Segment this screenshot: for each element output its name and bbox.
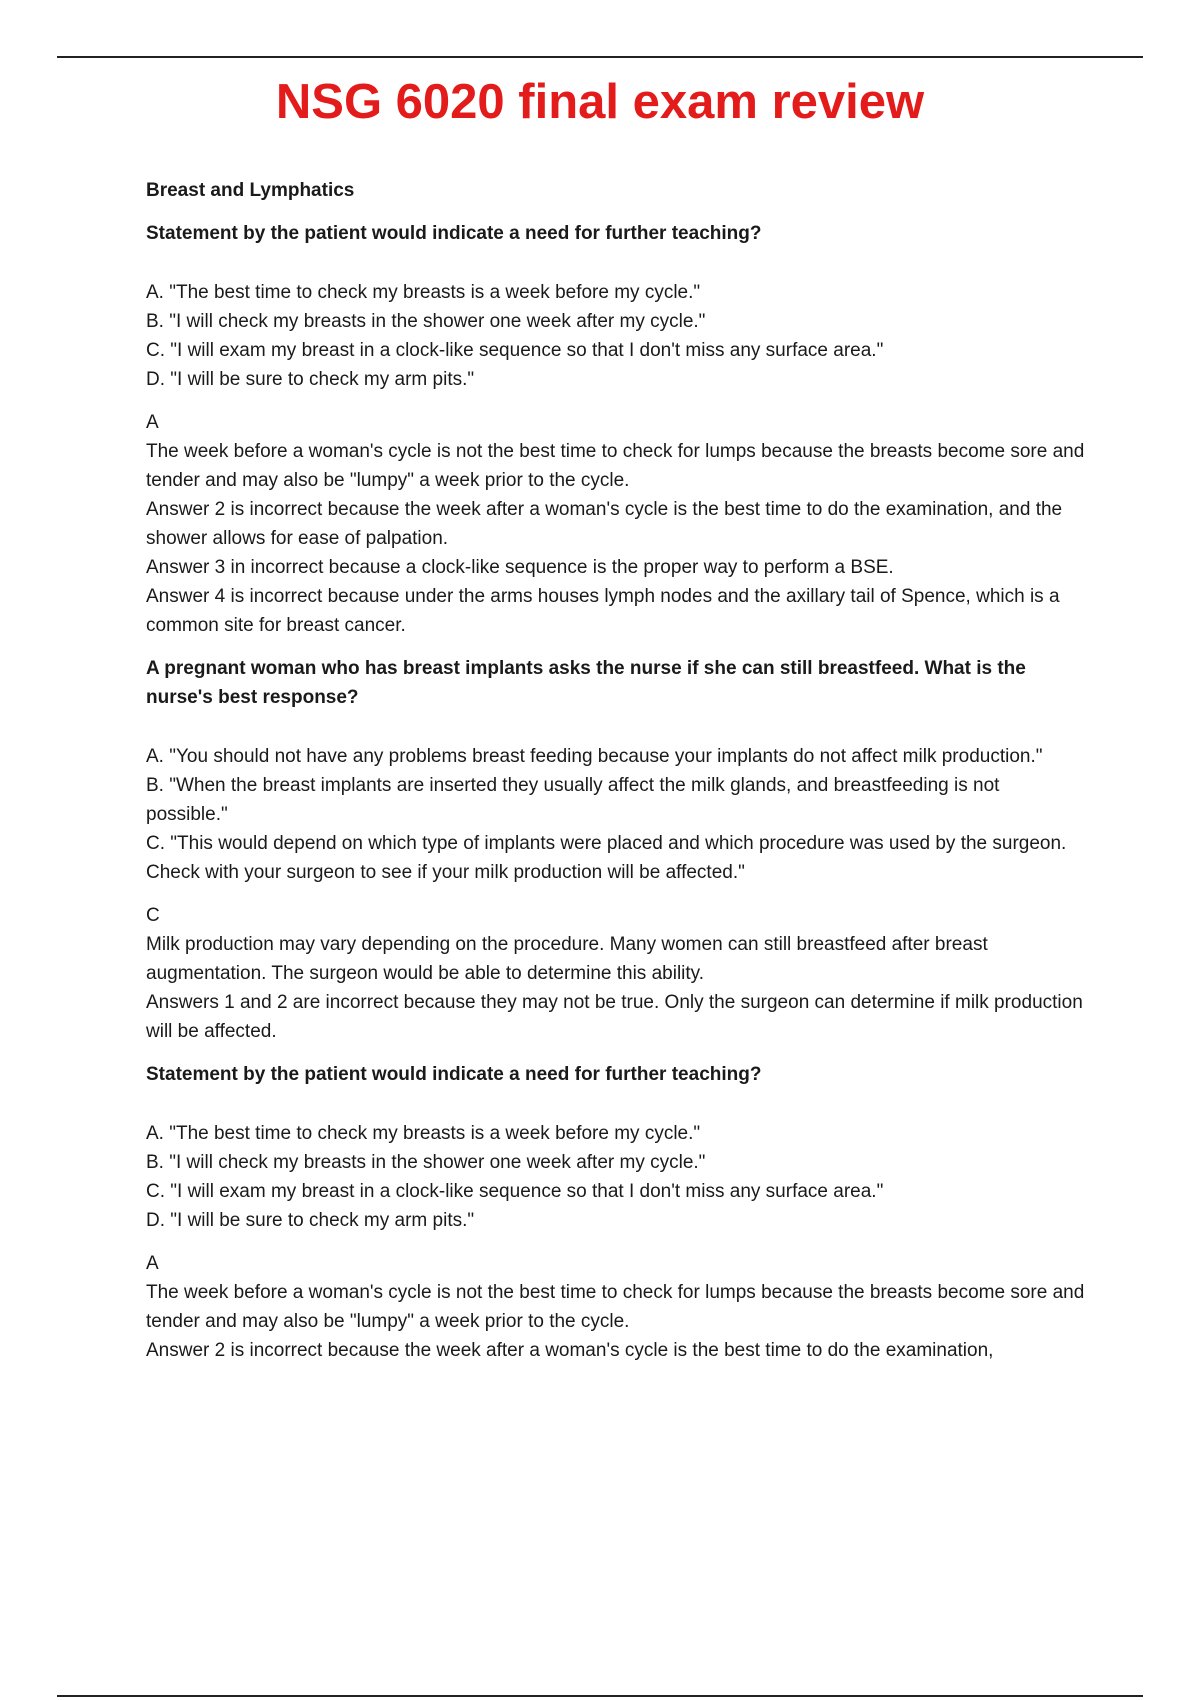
option-a: A. "You should not have any problems breast feeding because your implants do not affect milk production."	[146, 746, 1043, 767]
explanation: The week before a woman's cycle is not the best time to check for lumps because the breasts become sore and tender and may also be "lumpy" a week prior to the cycle.	[146, 441, 1085, 491]
question-text: Statement by the patient would indicate a need for further teaching?	[146, 1064, 762, 1085]
section-heading: Breast and Lymphatics	[146, 180, 355, 201]
explanation: Answer 2 is incorrect because the week after a woman's cycle is the best time to do the examination, and the shower allows for ease of palpation.	[146, 499, 1063, 549]
option-d: D. "I will be sure to check my arm pits."	[146, 369, 475, 390]
option-d: D. "I will be sure to check my arm pits."	[146, 1210, 475, 1231]
options-list	[146, 278, 1086, 394]
document-body	[146, 176, 1086, 1379]
explanation: Answers 1 and 2 are incorrect because they may not be true. Only the surgeon can determine if milk production will be affected.	[146, 992, 1083, 1042]
bottom-rule	[57, 1695, 1143, 1697]
question-block	[146, 654, 1086, 1046]
question-block	[146, 219, 1086, 640]
question-text: Statement by the patient would indicate a need for further teaching?	[146, 223, 762, 244]
answer-block	[146, 901, 1086, 1046]
answer-letter: A	[146, 1253, 159, 1274]
answer-block	[146, 1249, 1086, 1365]
question-text: A pregnant woman who has breast implants asks the nurse if she can still breastfeed. What is the nurse's best response?	[146, 658, 1026, 708]
answer-letter: A	[146, 412, 159, 433]
explanation: Answer 4 is incorrect because under the arms houses lymph nodes and the axillary tail of Spence, which is a common site for breast cancer.	[146, 586, 1060, 636]
option-c: C. "I will exam my breast in a clock-like sequence so that I don't miss any surface area."	[146, 340, 884, 361]
top-rule	[57, 56, 1143, 58]
explanation: The week before a woman's cycle is not the best time to check for lumps because the breasts become sore and tender and may also be "lumpy" a week prior to the cycle.	[146, 1282, 1085, 1332]
answer-letter: C	[146, 905, 160, 926]
explanation: Milk production may vary depending on the procedure. Many women can still breastfeed after breast augmentation. The surgeon would be able to determine this ability.	[146, 934, 988, 984]
option-b: B. "When the breast implants are inserted they usually affect the milk glands, and breastfeeding is not possible."	[146, 775, 1000, 825]
option-a: A. "The best time to check my breasts is a week before my cycle."	[146, 282, 701, 303]
options-list	[146, 1119, 1086, 1235]
option-b: B. "I will check my breasts in the shower one week after my cycle."	[146, 311, 706, 332]
option-c: C. "I will exam my breast in a clock-like sequence so that I don't miss any surface area."	[146, 1181, 884, 1202]
answer-block	[146, 408, 1086, 640]
document-title: NSG 6020 final exam review	[275, 75, 925, 129]
question-block	[146, 1060, 1086, 1365]
explanation: Answer 2 is incorrect because the week after a woman's cycle is the best time to do the examination,	[146, 1340, 994, 1361]
explanation: Answer 3 in incorrect because a clock-like sequence is the proper way to perform a BSE.	[146, 557, 894, 578]
option-c: C. "This would depend on which type of implants were placed and which procedure was used by the surgeon. Check with your surgeon to see if your milk production will be affected."	[146, 833, 1067, 883]
options-list	[146, 742, 1086, 887]
option-a: A. "The best time to check my breasts is a week before my cycle."	[146, 1123, 701, 1144]
option-b: B. "I will check my breasts in the shower one week after my cycle."	[146, 1152, 706, 1173]
